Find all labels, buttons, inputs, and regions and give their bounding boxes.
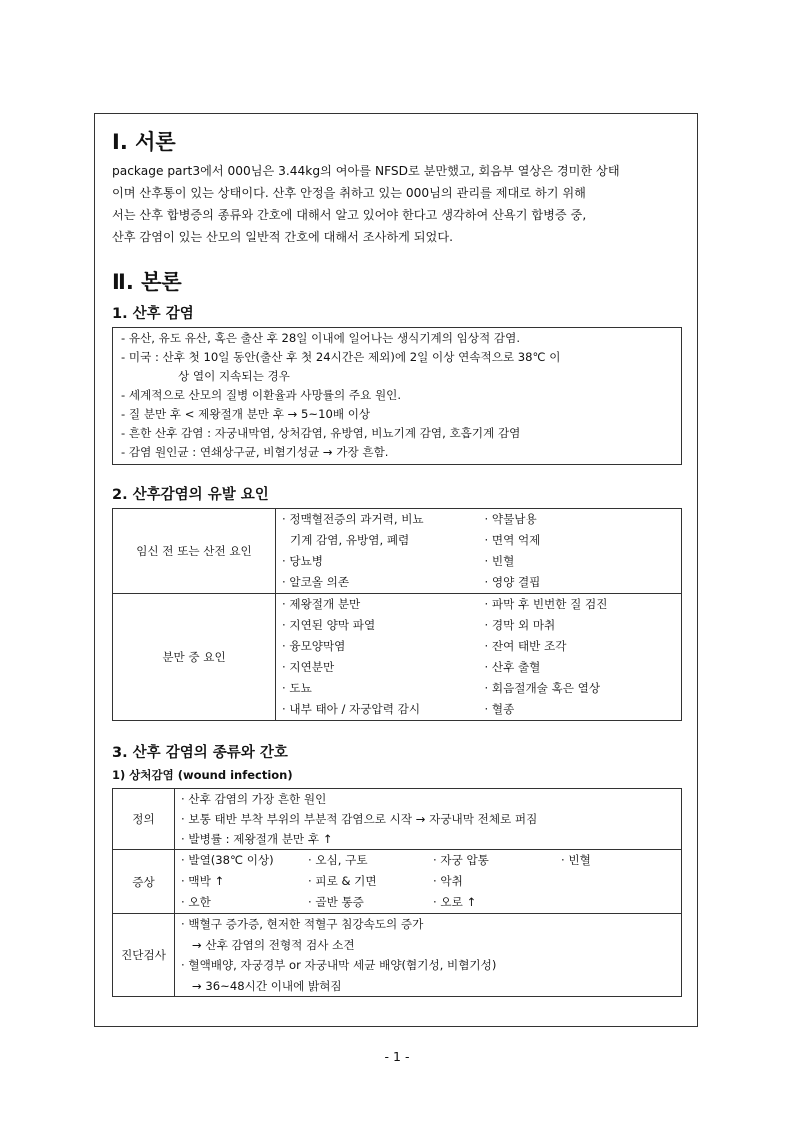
subsection-title: 1) 상처감염 (wound infection) bbox=[112, 768, 293, 782]
list-item: · 파막 후 빈번한 질 검진 bbox=[484, 597, 608, 611]
symptom-item bbox=[561, 871, 681, 892]
list-item: · 혈종 bbox=[484, 702, 515, 716]
row-content bbox=[276, 594, 682, 721]
body-heading: Ⅱ. 본론 bbox=[112, 270, 182, 294]
list-item: · 알코올 의존 bbox=[282, 575, 350, 589]
intro-paragraph bbox=[112, 160, 682, 248]
symptom-item: · 빈혈 bbox=[561, 853, 591, 867]
list-item: · 회음절개술 혹은 열상 bbox=[484, 681, 601, 695]
list-item: · 제왕절개 분만 bbox=[282, 597, 361, 611]
list-item: → 산후 감염의 전형적 검사 소견 bbox=[192, 937, 355, 952]
left-column bbox=[276, 594, 479, 720]
symptom-item: · 맥박 ↑ bbox=[181, 874, 225, 888]
list-item: · 약물남용 bbox=[484, 512, 537, 526]
list-item: · 정맥혈전증의 과거력, 비뇨 bbox=[282, 512, 424, 526]
row-label: 분만 중 요인 bbox=[113, 594, 276, 721]
right-column bbox=[479, 509, 682, 593]
section1-line: - 세계적으로 산모의 질병 이환율과 사망률의 주요 원인. bbox=[121, 388, 402, 402]
row-content bbox=[175, 850, 682, 914]
row-label: 정의 bbox=[113, 789, 175, 850]
list-item: · 면역 억제 bbox=[484, 533, 541, 547]
right-column bbox=[479, 594, 682, 720]
left-column bbox=[276, 509, 479, 593]
intro-line: 서는 산후 합병증의 종류와 간호에 대해서 알고 있어야 한다고 생각하여 산욕기 합병증 중, bbox=[112, 208, 587, 222]
section2-title: 2. 산후감염의 유발 요인 bbox=[112, 487, 269, 503]
symptom-item: · 피로 & 기면 bbox=[308, 874, 377, 888]
document-content bbox=[112, 128, 682, 997]
section3-title: 3. 산후 감염의 종류와 간호 bbox=[112, 745, 288, 761]
table-row bbox=[113, 594, 682, 721]
list-item: · 산후 출혈 bbox=[484, 660, 541, 674]
section1-line: - 미국 : 산후 첫 10일 동안(출산 후 첫 24시간은 제외)에 2일 이상 연속적으로 38℃ 이 bbox=[121, 350, 561, 364]
row-label: 진단검사 bbox=[113, 914, 175, 997]
list-item: · 백혈구 증가증, 현저한 적혈구 침강속도의 증가 bbox=[181, 917, 424, 931]
row-content bbox=[175, 914, 682, 997]
row-label: 증상 bbox=[113, 850, 175, 914]
section1-line: - 감염 원인균 : 연쇄상구균, 비혐기성균 → 가장 흔함. bbox=[121, 445, 389, 459]
list-item: · 영양 결핍 bbox=[484, 575, 541, 589]
section1-line: - 유산, 유도 유산, 혹은 출산 후 28일 이내에 일어나는 생식기계의 임상적 감염. bbox=[121, 331, 521, 345]
symptom-item: · 오심, 구토 bbox=[308, 853, 368, 867]
section1-title: 1. 산후 감염 bbox=[112, 306, 194, 322]
table-row bbox=[113, 789, 682, 850]
list-item: · 혈액배양, 자궁경부 or 자궁내막 세균 배양(혐기성, 비혐기성) bbox=[181, 958, 497, 972]
table-row bbox=[113, 850, 682, 914]
list-item: · 발병률 : 제왕절개 분만 후 ↑ bbox=[181, 832, 333, 846]
section1-box bbox=[112, 327, 682, 465]
symptom-grid bbox=[175, 850, 681, 913]
list-item: · 빈혈 bbox=[484, 554, 515, 568]
section1-line: - 질 분만 후 < 제왕절개 분만 후 → 5~10배 이상 bbox=[121, 407, 371, 421]
list-item: → 36~48시간 이내에 밝혀짐 bbox=[192, 978, 342, 993]
list-item: · 잔여 태반 조각 bbox=[484, 639, 567, 653]
table-row bbox=[113, 914, 682, 997]
intro-line: 이며 산후통이 있는 상태이다. 산후 안정을 취하고 있는 000님의 관리를 제대로 하기 위해 bbox=[112, 186, 586, 200]
symptom-item: · 골반 통증 bbox=[308, 895, 364, 909]
wound-infection-table bbox=[112, 788, 682, 997]
symptom-item: · 오한 bbox=[181, 895, 211, 909]
list-item: · 당뇨병 bbox=[282, 554, 323, 568]
table-row bbox=[113, 509, 682, 594]
list-item: · 지연된 양막 파열 bbox=[282, 618, 376, 632]
risk-factors-table bbox=[112, 508, 682, 721]
row-content bbox=[175, 789, 682, 850]
list-item: · 도뇨 bbox=[282, 681, 312, 695]
section1-line: 상 열이 지속되는 경우 bbox=[178, 369, 290, 383]
row-content bbox=[276, 509, 682, 594]
intro-heading: Ⅰ. 서론 bbox=[112, 130, 176, 154]
list-item: · 산후 감염의 가장 흔한 원인 bbox=[181, 792, 327, 806]
list-item: 기계 감염, 유방염, 폐렴 bbox=[290, 533, 410, 547]
intro-line: 산후 감염이 있는 산모의 일반적 간호에 대해서 조사하게 되었다. bbox=[112, 230, 453, 244]
symptom-item: · 발열(38℃ 이상) bbox=[181, 853, 274, 867]
list-item: · 지연분만 bbox=[282, 660, 335, 674]
symptom-item: · 오로 ↑ bbox=[433, 895, 477, 909]
page-number: - 1 - bbox=[384, 1049, 410, 1064]
list-item: · 융모양막염 bbox=[282, 639, 346, 653]
intro-line: package part3에서 000님은 3.44kg의 여아를 NFSD로 분만했고, 회음부 열상은 경미한 상태 bbox=[112, 164, 620, 178]
list-item: · 내부 태아 / 자궁압력 감시 bbox=[282, 702, 421, 716]
symptom-item: · 악취 bbox=[433, 874, 463, 888]
row-label: 임신 전 또는 산전 요인 bbox=[113, 509, 276, 594]
symptom-item bbox=[561, 892, 681, 913]
list-item: · 보통 태반 부착 부위의 부분적 감염으로 시작 → 자궁내막 전체로 퍼짐 bbox=[181, 812, 538, 826]
list-item: · 경막 외 마취 bbox=[484, 618, 556, 632]
symptom-item: · 자궁 압통 bbox=[433, 853, 489, 867]
section1-line: - 흔한 산후 감염 : 자궁내막염, 상처감염, 유방염, 비뇨기계 감염, 호흡기계 감염 bbox=[121, 426, 521, 440]
